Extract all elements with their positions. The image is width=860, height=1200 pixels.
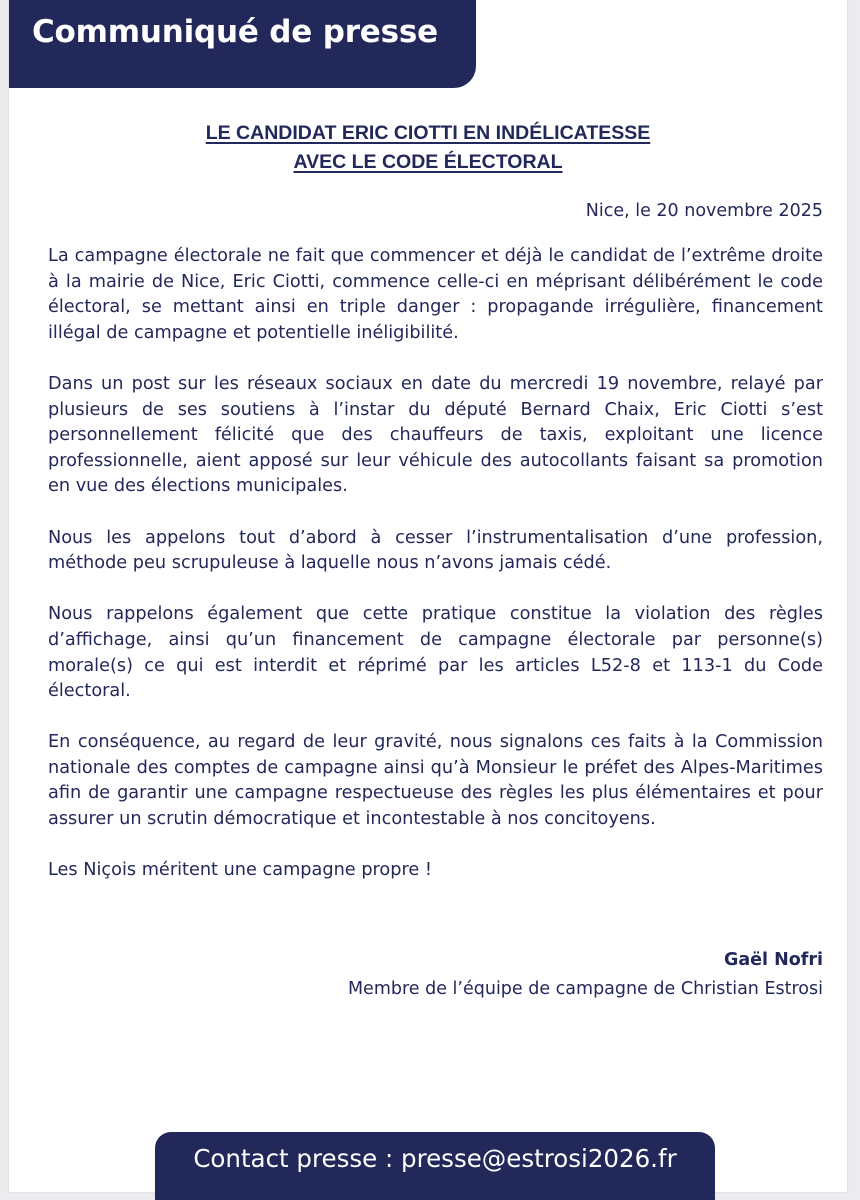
- contact-bar: [155, 1132, 715, 1200]
- signatory-role: Membre de l’équipe de campagne de Christian Estrosi: [347, 979, 823, 999]
- paragraph-4: Nous rappelons également que cette pratique constitue la violation des règles d’affichage, ainsi qu’un financement de campagne électorale par personne(s) morale(s) ce qui est interdit et réprimé par les articles L52-8 et 113-1 du Code électoral.: [48, 604, 823, 702]
- headline-line-2: AVEC LE CODE ÉLECTORAL: [293, 151, 563, 173]
- press-contact[interactable]: Contact presse : presse@estrosi2026.fr: [193, 1144, 677, 1173]
- press-release-page: [9, 0, 847, 1192]
- paragraph-2: Dans un post sur les réseaux sociaux en date du mercredi 19 novembre, relayé par plusieurs de ses soutiens à l’instar du député Bernard Chaix, Eric Ciotti s’est personnellement félicité que des chauffeurs de taxis, exploitant une licence professionnelle, aient apposé sur leur véhicule des autocollants faisant sa promotion en vue des élections municipales.: [48, 373, 823, 497]
- document-title: Communiqué de presse: [32, 14, 438, 50]
- paragraph-6: Les Niçois méritent une campagne propre !: [48, 860, 432, 881]
- paragraph-5: En conséquence, au regard de leur gravité, nous signalons ces faits à la Commission nationale des comptes de campagne ainsi qu’à Monsieur le préfet des Alpes-Maritimes afin de garantir une campagne respectueuse des règles les plus élémentaires et pour assurer un scrutin démocratique et incontestable à nos concitoyens.: [48, 732, 823, 830]
- headline: [9, 119, 847, 177]
- paragraph-1: La campagne électorale ne fait que commencer et déjà le candidat de l’extrême droite à la mairie de Nice, Eric Ciotti, commence celle-ci en méprisant délibérément le code électoral, se mettant ainsi en triple danger : propagande irrégulière, financement illégal de campagne et potentielle inéligibilité.: [48, 246, 823, 343]
- headline-line-1: LE CANDIDAT ERIC CIOTTI EN INDÉLICATESSE: [205, 122, 651, 144]
- signature-block: [348, 946, 823, 1004]
- dateline: Nice, le 20 novembre 2025: [585, 201, 823, 221]
- header-banner: [9, 0, 476, 88]
- body-text: [48, 244, 823, 909]
- signatory-name: Gaël Nofri: [723, 950, 823, 970]
- paragraph-3: Nous les appelons tout d’abord à cesser l’instrumentalisation d’une profession, méthode peu scrupuleuse à laquelle nous n’avons jamais cédé.: [48, 527, 823, 574]
